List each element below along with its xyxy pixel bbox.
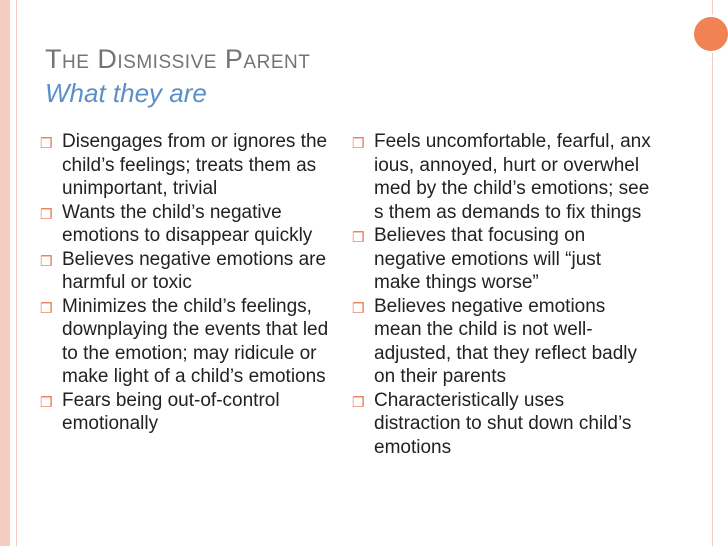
left-accent-bar: [0, 0, 10, 546]
slide-title-text: The Dismissive Parent: [45, 44, 311, 74]
bullet-item: [40, 130, 330, 201]
left-accent-line: [16, 0, 17, 546]
checkbox-square-icon: ❒: [352, 229, 365, 245]
checkbox-square-icon: ❒: [352, 135, 365, 151]
slide-title: [45, 44, 310, 75]
bullet-text: Believes that focusing on negative emotions will “just make things worse”: [374, 225, 602, 293]
checkbox-square-icon: ❒: [40, 299, 53, 316]
bullet-item: [40, 201, 330, 248]
bullet-text: Believes negative emotions are harmful or toxic: [62, 248, 327, 293]
bullet-text: Fears being out-of-control emotionally: [62, 389, 280, 434]
right-bullet-column: [352, 130, 652, 459]
bullet-item: [352, 389, 652, 460]
slide-subtitle: What they are: [45, 78, 207, 108]
checkbox-square-icon: ❒: [40, 252, 53, 269]
bullet-text: Minimizes the child’s feelings, downplaying the events that led to the emotion; may ridicule or make light of a child’s emotions: [62, 295, 329, 387]
bullet-text: Wants the child’s negative emotions to disappear quickly: [62, 201, 313, 246]
checkbox-square-icon: ❒: [40, 205, 53, 222]
decorative-circle: [692, 15, 728, 53]
checkbox-square-icon: ❒: [40, 135, 53, 151]
bullet-item: [40, 248, 330, 295]
checkbox-square-icon: ❒: [40, 393, 53, 410]
bullet-text: Disengages from or ignores the child’s feelings; treats them as unimportant, trivial: [62, 131, 328, 199]
checkbox-square-icon: ❒: [352, 299, 365, 316]
right-accent-line: [712, 0, 713, 546]
bullet-item: [40, 295, 330, 389]
bullet-item: [40, 389, 330, 436]
checkbox-square-icon: ❒: [352, 393, 365, 410]
bullet-item: [352, 295, 652, 389]
bullet-item: [352, 224, 652, 295]
bullet-text: Believes negative emotions mean the child is not well-adjusted, that they reflect badly on their parents: [374, 295, 637, 387]
bullet-text: Characteristically uses distraction to shut down child’s emotions: [374, 389, 632, 458]
bullet-text: Feels uncomfortable, fearful, anxious, annoyed, hurt or overwhelmed by the child’s emotions; sees them as demands to fix things: [374, 131, 651, 223]
bullet-item: [352, 130, 652, 224]
left-bullet-column: [40, 130, 330, 436]
